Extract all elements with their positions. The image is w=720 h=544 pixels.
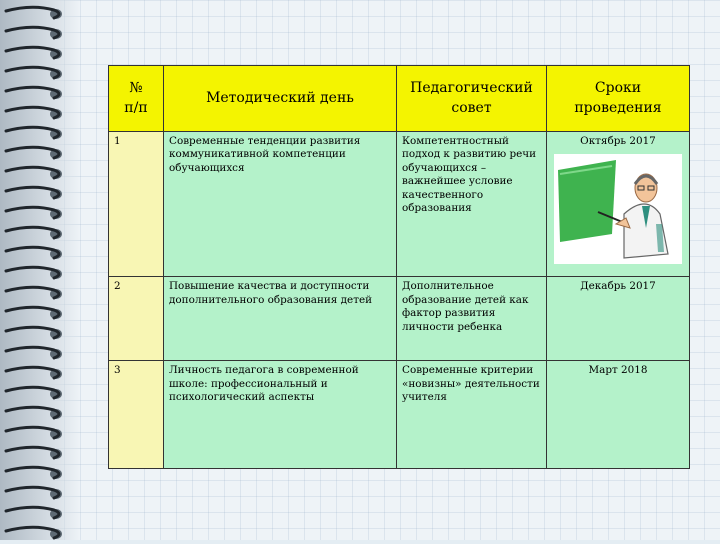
- spiral-ring-icon: [4, 422, 70, 444]
- table-row: [109, 361, 690, 469]
- spiral-ring-icon: [4, 362, 70, 384]
- header-pedagogical-council: Педагогический совет: [397, 66, 547, 132]
- date-cell: [547, 131, 690, 276]
- spiral-ring-icon: [4, 142, 70, 164]
- spiral-ring-icon: [4, 322, 70, 344]
- teacher-at-board-icon: [554, 154, 682, 264]
- row-number: 3: [109, 361, 164, 469]
- spiral-ring-icon: [4, 182, 70, 204]
- council-cell: Современные критерии «новизны» деятельности учителя: [397, 361, 547, 469]
- method-day-cell: Личность педагога в современной школе: профессиональный и психологический аспекты: [164, 361, 397, 469]
- spiral-ring-icon: [4, 302, 70, 324]
- spiral-ring-icon: [4, 402, 70, 424]
- method-day-cell: Повышение качества и доступности дополнительного образования детей: [164, 277, 397, 361]
- table-row: [109, 131, 690, 276]
- spiral-ring-icon: [4, 242, 70, 264]
- council-cell: Дополнительное образование детей как фактор развития личности ребенка: [397, 277, 547, 361]
- spiral-binding: [0, 0, 80, 540]
- spiral-ring-icon: [4, 162, 70, 184]
- spiral-ring-icon: [4, 282, 70, 304]
- spiral-ring-icon: [4, 102, 70, 124]
- table-header-row: [109, 66, 690, 132]
- spiral-ring-icon: [4, 342, 70, 364]
- header-dates: Сроки проведения: [547, 66, 690, 132]
- date-text: Октябрь 2017: [580, 134, 656, 147]
- spiral-ring-icon: [4, 502, 70, 524]
- spiral-ring-icon: [4, 482, 70, 504]
- header-method-day: Методический день: [164, 66, 397, 132]
- table-row: [109, 277, 690, 361]
- spiral-ring-icon: [4, 42, 70, 64]
- spiral-ring-icon: [4, 262, 70, 284]
- council-cell: Компетентностный подход к развитию речи обучающихся – важнейшее условие качественного образования: [397, 131, 547, 276]
- spiral-ring-icon: [4, 382, 70, 404]
- spiral-ring-icon: [4, 82, 70, 104]
- schedule-table: [108, 65, 690, 469]
- header-number: № п/п: [109, 66, 164, 132]
- spiral-ring-icon: [4, 222, 70, 244]
- spiral-ring-icon: [4, 462, 70, 484]
- row-number: 1: [109, 131, 164, 276]
- spiral-ring-icon: [4, 202, 70, 224]
- row-number: 2: [109, 277, 164, 361]
- method-day-cell: Современные тенденции развития коммуникативной компетенции обучающихся: [164, 131, 397, 276]
- spiral-ring-icon: [4, 522, 70, 544]
- spiral-ring-icon: [4, 2, 70, 24]
- date-cell: Март 2018: [547, 361, 690, 469]
- spiral-ring-icon: [4, 62, 70, 84]
- date-cell: Декабрь 2017: [547, 277, 690, 361]
- spiral-ring-icon: [4, 442, 70, 464]
- spiral-ring-icon: [4, 22, 70, 44]
- spiral-ring-icon: [4, 122, 70, 144]
